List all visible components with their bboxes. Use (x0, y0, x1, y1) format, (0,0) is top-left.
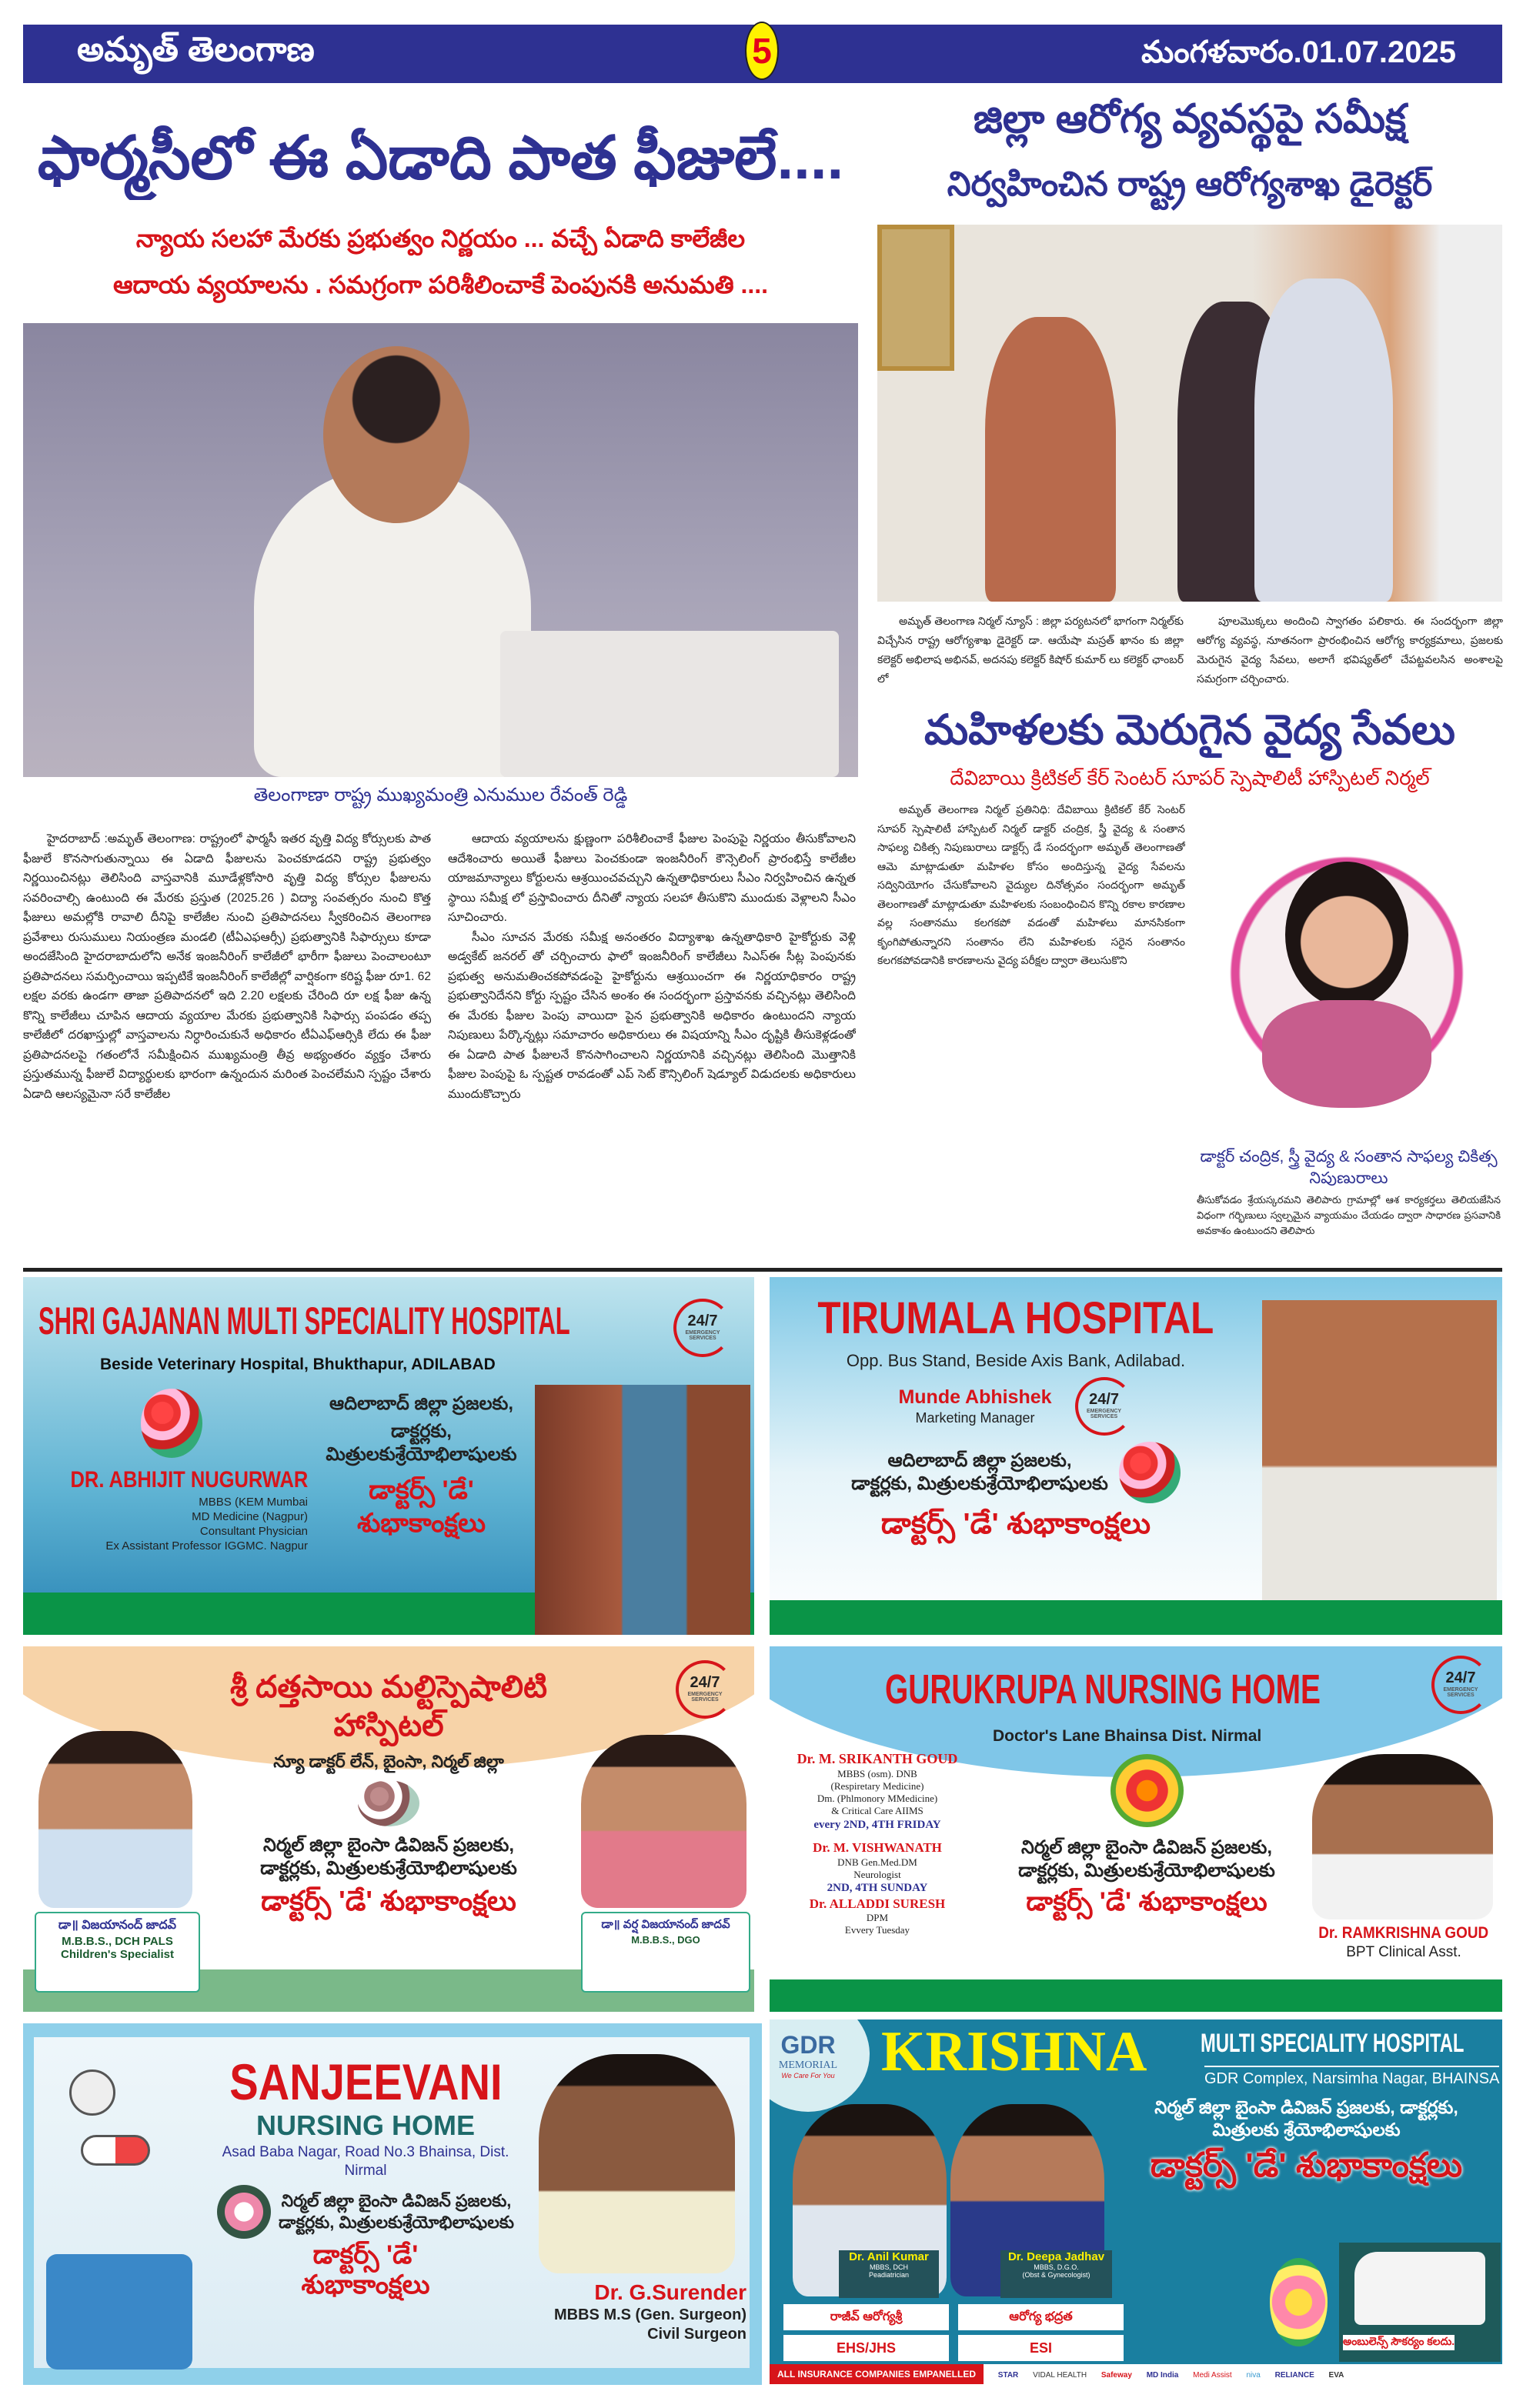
doctor-photo (1201, 808, 1493, 1139)
doctor-name: Dr. M. SRIKANTH GOUD (797, 1751, 958, 1766)
qual-line: MBBS (KEM Mumbai (199, 1495, 308, 1509)
green-band (770, 1600, 1502, 1635)
review-headline-2: నిర్వహించిన రాష్ట్ర ఆరోగ్యశాఖ డైరెక్టర్ (947, 165, 1433, 203)
women-subhead: దేవిబాయి క్రిటికల్ కేర్ సెంటర్ సూపర్ స్పెషాలిటీ హాస్పిటల్ నిర్మల్ (950, 766, 1430, 789)
doctor-name: Dr. G.Surender (594, 2280, 746, 2304)
greeting-column (316, 1392, 527, 1539)
text-column (200, 2054, 531, 2300)
flower-bouquet (1270, 2258, 1328, 2346)
doctor-photo (1312, 1754, 1493, 1919)
ad-address: న్యూ డాక్టర్ లేన్, బైంసా, నిర్మల్ జిల్లా (273, 1752, 504, 1771)
women-body (877, 800, 1185, 1262)
insurer-logo: STAR (997, 2371, 1019, 2380)
greeting-column (1116, 2096, 1497, 2186)
ad-title: GURUKRUPA NURSING HOME (885, 1666, 1321, 1713)
doctor-saree (1262, 1000, 1431, 1108)
ad-krishna (770, 2019, 1502, 2385)
page-number: 5 (745, 22, 779, 80)
logo-tagline: We Care For You (781, 2072, 835, 2079)
text-column (204, 1668, 573, 1918)
doctor-1-photo (38, 1731, 192, 1908)
person-3 (1254, 278, 1393, 602)
divider (23, 1268, 1502, 1272)
ad-greeting-2: డాక్టర్లకు, మిత్రులకుశ్రేయోభిలాషులకు (1018, 1860, 1275, 1881)
doctor-name: Dr. Deepa Jadhav (1007, 2250, 1105, 2263)
greeting-block (279, 2190, 514, 2233)
cm-photo (23, 323, 858, 777)
badge-text: 24/7 (687, 1312, 718, 1329)
doctor-face (1285, 862, 1408, 1008)
ad-title: KRISHNA (881, 2020, 1147, 2083)
ambulance-icon (1354, 2252, 1485, 2325)
scheme-badge: ఆరోగ్య భద్రత (958, 2304, 1124, 2330)
ad-greeting-1: నిర్మల్ జిల్లా బైంసా డివిజన్ ప్రజలకు, (262, 1834, 515, 1856)
ad-title: శ్రీ దత్తసాయి మల్టిస్పెషాలిటి హాస్పిటల్ (230, 1670, 547, 1743)
ad-address: Doctor's Lane Bhainsa Dist. Nirmal (993, 1727, 1262, 1745)
paragraph: అమృత్ తెలంగాణ నిర్మల్ న్యూస్ : జిల్లా పర్యటనలో భాగంగా నిర్మల్‌కు విచ్చేసిన రాష్ట్ర ఆరోగ్యశాఖ డైరెక్టర్ డా. ఆయేషా మస్రత్ ఖానం కు జిల్లా కలెక్టర్ అభిలాష అభినవ్, అదనపు కలెక్టర్ కిషోర్ కుమార్ లు కలెక్టర్ ఛాంబర్ లో (877, 615, 1184, 685)
pill-icon (69, 2069, 115, 2116)
insurance-strip (770, 2364, 1502, 2385)
schedule: 2ND, 4TH SUNDAY (827, 1882, 928, 1894)
insurer-logo: Safeway (1101, 2371, 1132, 2380)
ad-greeting-2: డాక్టర్లకు, మిత్రులకుశ్రేయోభిలాషులకు (260, 1857, 517, 1879)
qual-line: (Respiretary Medicine) (830, 1779, 924, 1792)
masthead (23, 25, 1502, 83)
ad-wish-1: డాక్టర్స్ 'డే' (312, 2240, 419, 2270)
wish-part: డాక్టర్స్ 'డే' (261, 1884, 372, 1916)
lead-column-2 (448, 829, 856, 1264)
paragraph: అమృత్ తెలంగాణ నిర్మల్ ప్రతినిధి: దేవిబాయి క్రిటికల్ కేర్ సెంటర్ సూపర్ స్పెషాలిటీ హాస్పిటల్ నిర్మల్ డాక్టర్ చంద్రిక, స్త్రీ వైద్య & సంతాన సాఫల్య చికిత్స నిపుణురాలు డాక్టర్స్ డే సందర్భంగా అమృత్ తెలంగాణతో ఆమె మాట్లాడుతూ మహిళల కోసం అందిస్తున్న వైద్య సేవలను సద్వినియోగం చేసుకోవాలని వైద్యుల దినోత్సవం సందర్భంగా అమృత్ తెలంగాణతో మాట్లాడుతూ మహిళలకు సంబంధించిన కొన్ని రకాల కారణాల వల్ల సంతానము కలగకపో వడంతో మహిళలు మానసికంగా కృంగిపోతున్నారని సంతానం లేని మహిళలకు సరైన సంతానం కలగకపోవడానికి కారణాలను వైద్య పరీక్షల ద్వారా తెలుసుకొని (877, 803, 1185, 966)
doctor-name: డా॥ విజయానంద్ జాదవ్ (58, 1919, 177, 1932)
emergency-badge (676, 1660, 734, 1719)
contact-name: Munde Abhishek (898, 1386, 1052, 1409)
qual-line: M.B.B.S., DCH PALS (62, 1935, 173, 1948)
ad-wish: డాక్టర్స్ 'డే' శుభాకాంక్షలు (1150, 2146, 1463, 2184)
lead-column-1 (23, 829, 431, 1264)
greeting-block (851, 1449, 1108, 1496)
qual-line: Dm. (Phlmonory MMedicine) (817, 1793, 938, 1804)
doctor-name: Dr. Anil Kumar (849, 2250, 929, 2263)
main-doctor-block (1308, 1923, 1499, 1962)
wish-part: డాక్టర్స్ 'డే' (880, 1508, 999, 1540)
qual-line: Evvery Tuesday (844, 1924, 910, 1936)
wish-part: డాక్టర్స్ 'డే' (1026, 1887, 1132, 1916)
greeting-column (989, 1754, 1304, 1919)
emergency-badge (673, 1299, 732, 1357)
main-doctor-name: Dr. RAMKRISHNA GOUD (1318, 1924, 1489, 1942)
ad-greeting-1: ఆదిలాబాద్ జిల్లా ప్రజలకు, (329, 1393, 514, 1414)
visiting-doctors (773, 1750, 981, 1937)
logo-text: GDR (780, 2031, 836, 2059)
doctor-column (35, 1389, 308, 1553)
wish-part: శుభాకాంక్షలు (379, 1884, 516, 1916)
ad-sanjeevani (23, 2023, 762, 2385)
doctor-caption-block (1197, 1146, 1501, 1266)
doctor-1-card (35, 1912, 200, 1993)
qual-line: MBBS (osm). DNB (837, 1767, 917, 1779)
lead-photo-caption: తెలంగాణా రాష్ట్ర ముఖ్యమంత్రి ఎనుముల రేవంత్ రెడ్డి (253, 785, 628, 805)
ad-greeting-1: నిర్మల్ జిల్లా బైంసా డివిజన్ ప్రజలకు, (281, 2191, 512, 2211)
doctor-name: డా॥ వర్ష విజయానంద్ జాదవ్ (601, 1918, 730, 1931)
flower-bouquet (217, 2185, 271, 2239)
review-column-2 (1197, 612, 1503, 692)
greeting-row (851, 1442, 1181, 1503)
badge-text: 24/7 (1445, 1669, 1476, 1686)
women-headline: మహిళలకు మెరుగైన వైద్య సేవలు (924, 707, 1455, 753)
qual-line: Consultant Physician (199, 1524, 308, 1538)
contact-row (898, 1377, 1133, 1436)
ad-greeting-1: ఆదిలాబాద్ జిల్లా ప్రజలకు, (887, 1450, 1072, 1471)
flower-bouquet (141, 1389, 202, 1458)
ad-address: Asad Baba Nagar, Road No.3 Bhainsa, Dist. Nirmal (222, 2144, 509, 2179)
qual-line: M.B.B.S., DGO (631, 1934, 700, 1946)
ad-wish (881, 1506, 1151, 1543)
ad-subtitle: NURSING HOME (256, 2109, 475, 2141)
emergency-badge (1431, 1656, 1490, 1714)
insurer-logo: niva (1246, 2371, 1261, 2380)
qual-line: (Obst & Gynecologist) (1022, 2271, 1090, 2279)
qual-line: Civil Surgeon (647, 2326, 746, 2343)
ambulance-panel (1339, 2243, 1501, 2362)
ambulance-text: అంబులెన్స్ సౌకర్యం కలదు. (1343, 2335, 1455, 2350)
doctor-2-photo (581, 1735, 746, 1908)
ad-address: Beside Veterinary Hospital, Bhukthapur, ADILABAD (100, 1356, 496, 1373)
ad-title: SHRI GAJANAN MULTI SPECIALITY HOSPITAL (38, 1299, 570, 1342)
doctor-name: Dr. M. VISHWANATH (813, 1840, 942, 1856)
women-body-end (1197, 1192, 1501, 1239)
ad-address: GDR Complex, Narsimha Nagar, BHAINSA (1204, 2066, 1499, 2088)
capsule-icon (81, 2135, 150, 2166)
badge-subtext: EMERGENCY SERVICES (685, 1330, 720, 1341)
medical-kit-icon (46, 2254, 192, 2370)
ad-dattasai (23, 1646, 754, 2012)
doctor-name: Dr. ALLADDI SURESH (809, 1896, 946, 1911)
qual-line: Ex Assistant Professor IGGMC. Nagpur (105, 1539, 308, 1553)
ad-gurukrupa (770, 1646, 1502, 2012)
paragraph: ఆదాయ వ్యయాలను క్షుణ్ణంగా పరిశీలించాకే ఫీజుల పెంపుపై నిర్ణయం తీసుకోవాలని ఆదేశించారు అయితే ఫీజులు పెంచకుండా ఇంజనీరింగ్ కౌన్సెలింగ్ ప్రారంభిస్తే కాలేజీల యాజమాన్యాలు కోర్టులను ఆశ్రయించవచ్చుని ఉన్నతాధికారులు సీఎం నిర్వహించిన ఉన్నత స్థాయి సమీక్ష లో ప్రస్తావించారు దీనితో న్యాయ సలహా తీసుకొని ముందుకు వెళ్లాలని సీఎం సూచించారు. (448, 832, 856, 924)
badge-subtext: EMERGENCY SERVICES (687, 1692, 723, 1703)
doctor-2-card (1000, 2250, 1112, 2298)
doctor-name: DR. ABHIJIT NUGURWAR (70, 1467, 308, 1492)
ad-wish (1026, 1886, 1267, 1919)
painting (877, 225, 954, 371)
scheme-badge: ESI (958, 2335, 1124, 2361)
scheme-badge: EHS/JHS (783, 2335, 949, 2361)
lead-headline: ఫార్మసీలో ఈ ఏడాది పాత ఫీజులే.... (37, 124, 844, 192)
hospital-building (1262, 1300, 1497, 1600)
main-doctor-role: BPT Clinical Asst. (1346, 1944, 1461, 1961)
ad-greeting-2: డాక్టర్లకు, మిత్రులకుశ్రేయోభిలాషులకు (326, 1421, 517, 1465)
contact-block (898, 1386, 1051, 1427)
ad-greeting-1: నిర్మల్ జిల్లా బైంసా డివిజన్ ప్రజలకు, డాక్టర్లకు, (1154, 2097, 1458, 2117)
ad-greeting-2: డాక్టర్లకు, మిత్రులకుశ్రేయోభిలాషులకు (851, 1473, 1108, 1494)
ad-greeting-2: డాక్టర్లకు, మిత్రులకుశ్రేయోభిలాషులకు (279, 2212, 514, 2232)
review-column-1 (877, 612, 1184, 692)
qual-line: DPM (866, 1912, 889, 1923)
doctor-2-card (581, 1912, 750, 1993)
qual-line: MBBS M.S (Gen. Surgeon) (554, 2306, 746, 2323)
scheme-badge: రాజీవ్ ఆరోగ్యశ్రీ (783, 2304, 949, 2330)
paragraph: తీసుకోవడం శ్రేయస్కరమని తెలిపారు గ్రామాల్లో ఆశ కార్యకర్తలు తెలియజేసిన విధంగా గర్భిణులు స్వల్పమైన వ్యాయమం చేయడం ద్వారా సాధారణ ప్రసవానికి అవకాశం ఉంటుందని తెలిపారు (1197, 1194, 1501, 1236)
flower-bouquet (358, 1780, 419, 1826)
qual-line: MBBS, D.G.O. (1034, 2263, 1079, 2271)
lead-subhead-1: న్యాయ సలహా మేరకు ప్రభుత్వం నిర్ణయం ... వచ్చే ఏడాది కాలేజీల (135, 225, 746, 252)
paragraph: పూలమొక్కలు అందించి స్వాగతం పలికారు. ఈ సందర్భంగా జిల్లా ఆరోగ్య వ్యవస్థ, నూతనంగా ప్రారంభించిన ఆరోగ్య కార్యక్రమాలు, ప్రజలకు మెరుగైన వైద్య సేవలు, అలాగే భవిష్యత్‌లో చేపట్టవలసిన అంశాలపై సమగ్రంగా చర్చించారు. (1197, 615, 1503, 685)
ad-greeting-1: నిర్మల్ జిల్లా బైంసా డివిజన్ ప్రజలకు, (1020, 1837, 1273, 1858)
insurer-logo: MD India (1146, 2371, 1179, 2380)
logo-text: MEMORIAL (778, 2059, 838, 2071)
paragraph: హైదరాబాద్ :అమృత్ తెలంగాణ: రాష్ట్రంలో ఫార్మసీ ఇతర వృత్తి విద్య కోర్సులకు పాత ఫీజులే కొనసాగుతున్నాయి ఈ ఏడాది ఫీజులను పెంచకూడదని రాష్ట్ర ప్రభుత్వం నిర్ణయించినట్లు తెలిసింది వాస్తవానికి మూడేళ్లకోసారి వృత్తి విద్య కోర్సుల ఫీజులను సవరించాల్సి ఉంటుంది ఈ మేరకు ప్రస్తుత (2025.26 ) విద్యా సంవత్సరం నుంచి కొత్త ఫీజులు అమల్లోకి రావాలి దీనిపై కాలేజీల నుంచి ప్రతిపాదనలు స్వీకరించిన తెలంగాణ ప్రవేశాలు రుసుములు నియంత్రణ మండలి (టీఏఎఫఆర్సీ) ప్రభుత్వానికి సిఫార్సులు కూడా అందజేసింది హైదరాబాదులోని అనేక ఇంజనీరింగ్ కాలేజీలో భారీగా ఫీజులు పెంచాలంటూ ప్రతిపాదనలు సమర్పించాయి ఇప్పటికే ఇంజనీరింగ్ కాలేజీల్లో వార్షికంగా కరిష్ట ఫీజు రూ1. 62 లక్షల వరకు ఉండగా తాజా ప్రతిపాదనలో ఇది 2.20 లక్షలకు చేరింది రూ లక్ష ఫీజు ఉన్న కొన్ని కాలేజీలు చూపిన ఆదాయ వ్యయాల మేరకు ప్రభుత్వానికి సిఫార్సు పంపడం తప్ప కాలేజీలో దరఖాస్తుల్లో వాస్తవాలను నిర్ధారించుకునే అధికారం టీఏఎఫ్ఆర్సికి లేదు ఈ ఫీజు ప్రతిపాదనలపై గతంలోనే సమీక్షించిన ముఖ్యమంత్రి తీవ్ర అభ్యంతరం వ్యక్తం చేశారు ప్రస్తుతమున్న ఫీజులే విద్యార్థులకు భారంగా ఉన్నందున మరింత పెంచలేమని స్పష్టం చేశారు ఏడాది ఆలస్యమైనా సరే కాలేజీల (23, 832, 431, 1101)
qual-line: Peadiatrician (868, 2271, 910, 2279)
qual-line: Neurologist (853, 1868, 901, 1880)
wish-part: శుభాకాంక్షలు (1007, 1508, 1151, 1540)
schedule: every 2ND, 4TH FRIDAY (813, 1818, 941, 1831)
insurer-logo: Medi Assist (1193, 2371, 1232, 2380)
qual-line: DNB Gen.Med.DM (837, 1856, 917, 1868)
flower-bouquet (1111, 1754, 1184, 1827)
podium (500, 631, 839, 777)
paper-name: అమృత్ తెలంగాణ (77, 31, 315, 68)
ad-title-rest: MULTI SPECIALITY HOSPITAL (1201, 2029, 1465, 2058)
ad-wish-2: శుభాకాంక్షలు (356, 1508, 486, 1538)
ad-tirumala (770, 1277, 1502, 1635)
ad-address: Opp. Bus Stand, Beside Axis Bank, Adilabad. (846, 1350, 1186, 1370)
insurer-logo: RELIANCE (1274, 2371, 1314, 2380)
hospital-building (535, 1385, 750, 1635)
gdr-logo (770, 2019, 870, 2112)
lead-subhead-2: ఆదాయ వ్యయాలను . సమగ్రంగా పరిశీలించాకే పెంపునకి అనుమతి .... (112, 271, 769, 298)
insurer-logo: EVA (1328, 2371, 1344, 2380)
person-face (323, 346, 469, 523)
doctor-caption: డాక్టర్ చంద్రిక, స్త్రీ వైద్య & సంతాన సాఫల్య చికిత్స నిపుణురాలు (1200, 1148, 1498, 1187)
wish-part: శుభాకాంక్షలు (1138, 1887, 1267, 1916)
greeting-row (217, 2185, 514, 2239)
badge-text: 24/7 (1089, 1391, 1120, 1408)
doctor-1-card (839, 2250, 939, 2298)
badge-text: 24/7 (690, 1674, 720, 1691)
insurance-label: ALL INSURANCE COMPANIES EMPANELLED (770, 2364, 984, 2384)
ad-wish-2: శుభాకాంక్షలు (301, 2270, 430, 2300)
ad-wish-1: డాక్టర్స్ 'డే' (369, 1476, 474, 1505)
qual-line: MBBS, DCH (869, 2263, 908, 2271)
contact-role: Marketing Manager (915, 1410, 1035, 1426)
badge-subtext: EMERGENCY SERVICES (1443, 1687, 1478, 1698)
flower-bouquet (1119, 1442, 1181, 1503)
doctor-photo (539, 2054, 735, 2273)
paragraph: సీఎం సూచన మేరకు సమీక్ష అనంతరం విద్యాశాఖ ఉన్నతాధికారి హైకోర్టుకు వెళ్లి అడ్వకేట్ జనరల్ తో చర్చించారు ఫాలో ఇంజనీరింగ్ కాలేజీలు సిఎస్ఈ సీట్ల పెంపునకు ప్రభుత్వ అనుమతించకపోవడంపై హైకోర్టును ఆశ్రయించగా ఈ నిర్ణయాధికారం రాష్ట్ర ప్రభుత్వానిదేనని కోర్టు స్పష్టం చేసిన అంశం ఈ సందర్భంగా ప్రస్తావనకు వచ్చినట్లు తెలిసింది ఈ మేరకు ఫీజుల పెంపు వాయిదా పైన ప్రభుత్వానికి అధికారం ఉంటుందని న్యాయ నిపుణులు పేర్కొన్నట్లు సమాచారం అధికారులు ఈ విషయాన్ని సీఎం దృష్టికి తీసుకెళ్లడంతో ఈ ఏడాది పాత ఫీజులనే కొనసాగించాలని నిర్ణయానికి వచ్చినట్లు తెలిసింది మొత్తానికి ఫీజుల పెంపుపై ఓ స్పష్టత రావడంతో ఎప్ సెట్ కౌన్సిలింగ్ షెడ్యూల్ విడుదలకు అధికారులు ముందుకొచ్చారు (448, 930, 856, 1101)
badge-subtext: EMERGENCY SERVICES (1086, 1409, 1122, 1419)
issue-date: మంగళవారం.01.07.2025 (1141, 35, 1456, 69)
person-1 (985, 317, 1116, 602)
insurer-logo: VIDAL HEALTH (1033, 2371, 1087, 2380)
qual-line: MD Medicine (Nagpur) (192, 1509, 308, 1523)
ad-greeting-2: మిత్రులకు శ్రేయోభిలాషులకు (1212, 2119, 1401, 2140)
qual-line: & Critical Care AIIMS (831, 1805, 923, 1817)
ad-title: SANJEEVANI (229, 2053, 503, 2110)
review-headline-1: జిల్లా ఆరోగ్య వ్యవస్థపై సమీక్ష (973, 97, 1407, 142)
ad-title: TIRUMALA HOSPITAL (817, 1293, 1214, 1343)
review-photo (877, 225, 1502, 602)
ad-gajanan (23, 1277, 754, 1635)
text-column (777, 1291, 1254, 1543)
emergency-badge (1075, 1377, 1134, 1436)
green-band (770, 1979, 1502, 2012)
qual-line: Children's Specialist (61, 1948, 174, 1961)
doctor-block (535, 2279, 746, 2344)
ad-wish (261, 1883, 516, 1918)
